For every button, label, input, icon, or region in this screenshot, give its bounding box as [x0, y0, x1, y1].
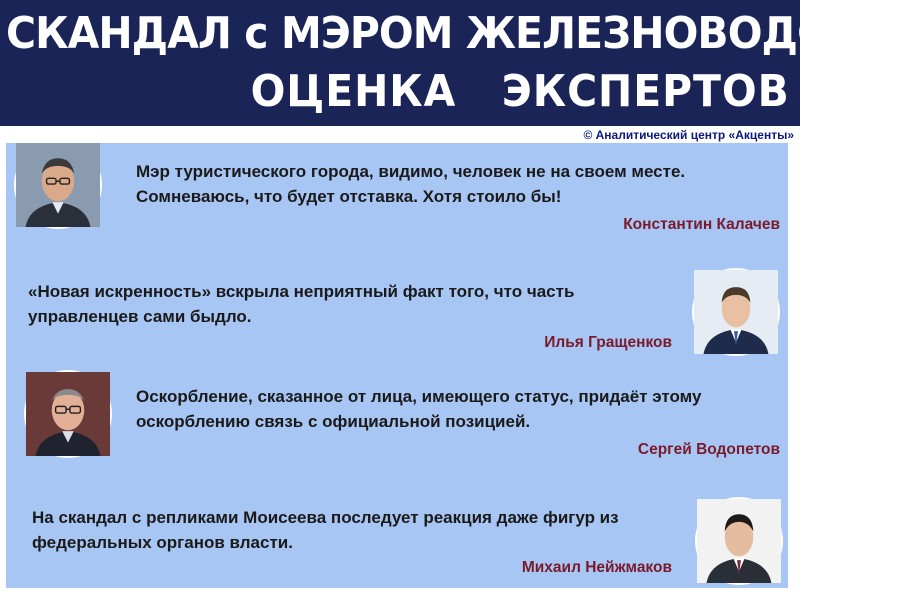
expert-3-quote: Оскорбление, сказанное от лица, имеющего статус, придаёт этому оскорблению связь с официальной позицией. [136, 387, 702, 431]
expert-1-name: Константин Калачев [623, 216, 780, 233]
title-line-2: ОЦЕНКА ЭКСПЕРТОВ [250, 66, 790, 117]
expert-3-name: Сергей Водопетов [637, 441, 780, 458]
copyright-credit: © Аналитический центр «Акценты» [583, 128, 794, 142]
expert-1-photo [14, 141, 102, 229]
expert-4-portrait-icon [697, 499, 781, 583]
header-banner [0, 0, 904, 126]
title-line-1: СКАНДАЛ с МЭРОМ ЖЕЛЕЗНОВОДСКА. [6, 8, 904, 59]
expert-2-quote: «Новая искренность» вскрыла неприятный факт того, что часть управленцев сами быдло. [28, 282, 575, 326]
expert-2-name: Илья Гращенков [544, 334, 672, 351]
expert-4-quote: На скандал с репликами Моисеева последует реакция даже фигур из федеральных органов власти. [32, 508, 619, 552]
expert-2-portrait-icon [694, 270, 778, 354]
expert-4-photo [695, 497, 783, 585]
expert-4-name: Михаил Нейжмаков [521, 559, 672, 576]
expert-1-quote: Мэр туристического города, видимо, человек не на своем месте. Сомневаюсь, что будет отставка. Хотя стоило бы! [136, 162, 686, 206]
expert-1-portrait-icon [16, 143, 100, 227]
expert-3-portrait-icon [26, 372, 110, 456]
expert-2-photo [692, 268, 780, 356]
expert-3-photo [24, 370, 112, 458]
